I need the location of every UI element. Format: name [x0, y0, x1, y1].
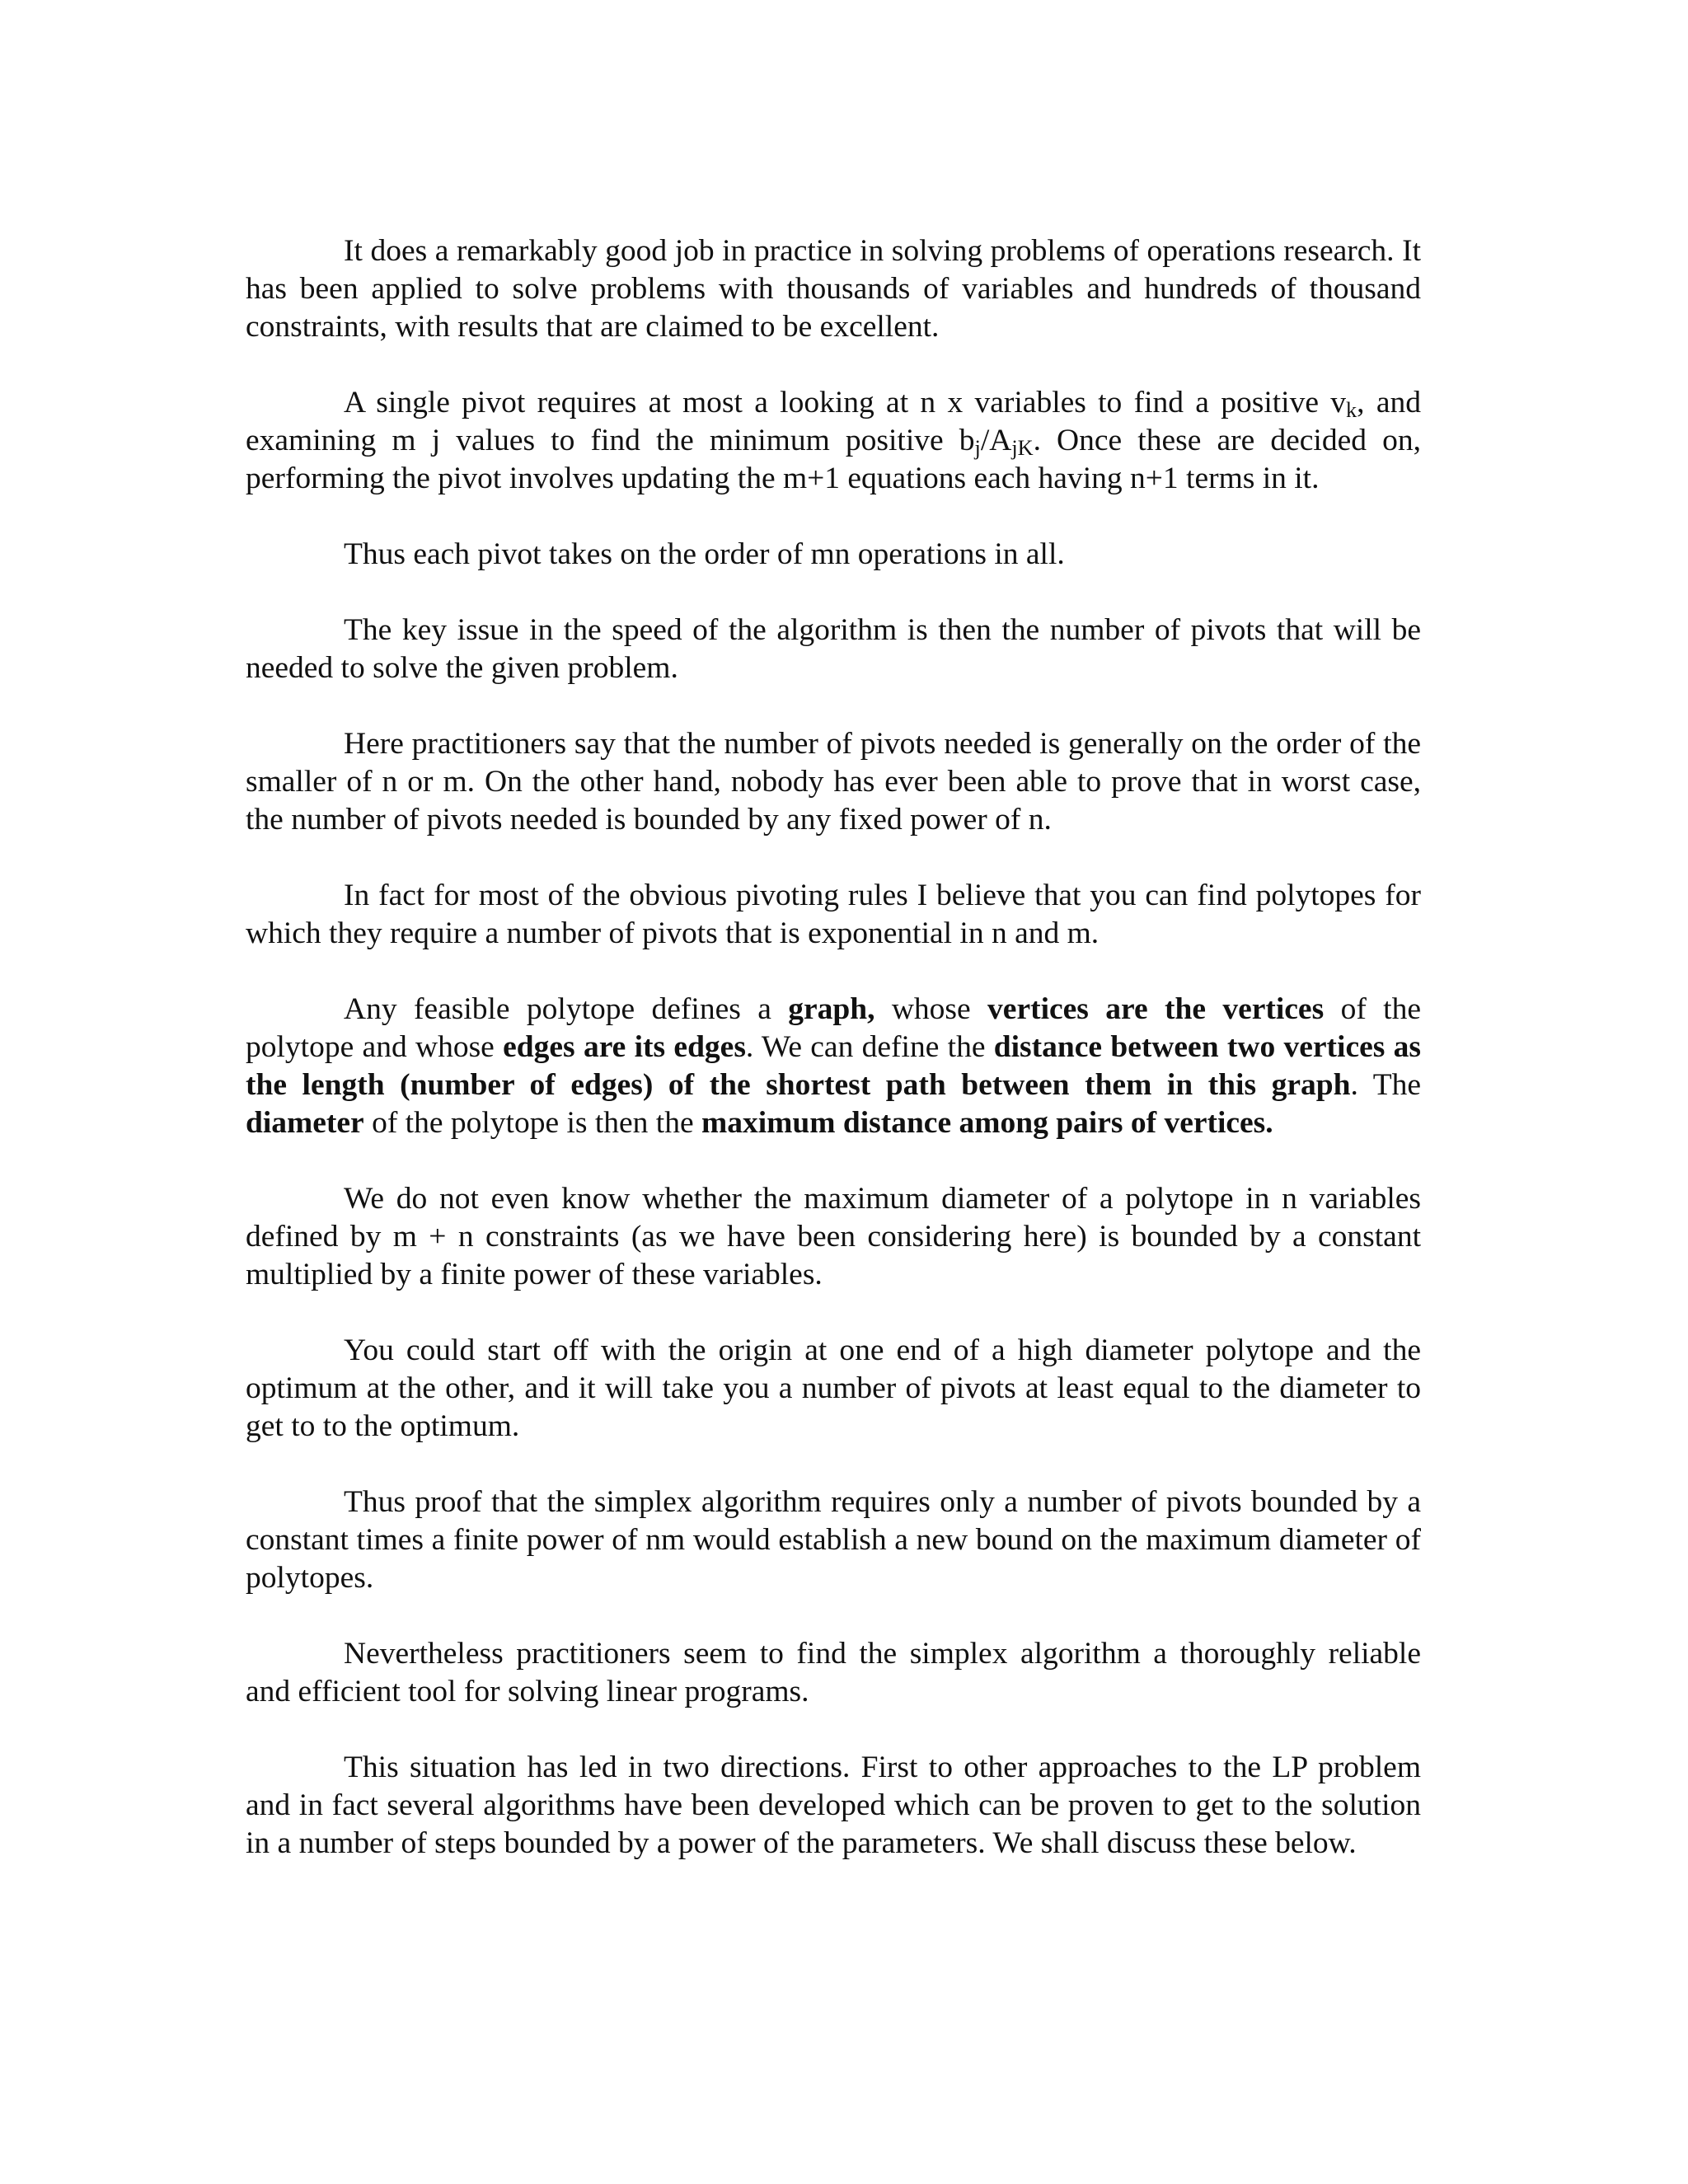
- text-segment: , and examining m j values to find the minimum positive b: [246, 386, 1421, 457]
- bold-term-diameter: diameter: [246, 1106, 364, 1140]
- paragraph-polytope-graph-definition: [246, 991, 1421, 1142]
- paragraph-two-directions: This situation has led in two directions. First to other approaches to the LP problem and in fact several algorithms have been developed which can be proven to get to the solution in a number of steps bounded by a power of the parameters. We shall discuss these below.: [246, 1750, 1421, 1860]
- paragraph-pivot-operations: Thus each pivot takes on the order of mn operations in all.: [344, 537, 1065, 571]
- text-segment: . Once these are decided on, performing the pivot involves updating the m+1 equations each having n+1 terms in it.: [246, 424, 1421, 495]
- subscript-k: k: [1346, 397, 1357, 422]
- paragraph-single-pivot-cost: [246, 384, 1421, 498]
- text-segment: . The: [1350, 1068, 1422, 1102]
- subscript-j: j: [974, 435, 981, 460]
- text-segment: /A: [980, 424, 1012, 457]
- bold-term-maximum-distance: maximum distance among pairs of vertices.: [701, 1106, 1273, 1140]
- paragraph-pivoting-rules: In fact for most of the obvious pivoting rules I believe that you can find polytopes for which they require a number of pivots that is exponential in n and m.: [246, 879, 1421, 950]
- bold-term-graph: graph,: [788, 992, 875, 1026]
- paragraph-key-issue: The key issue in the speed of the algorithm is then the number of pivots that will be needed to solve the given problem.: [246, 613, 1421, 685]
- paragraph-proof-implication: Thus proof that the simplex algorithm requires only a number of pivots bounded by a constant times a finite power of nm would establish a new bound on the maximum diameter of polytopes.: [246, 1485, 1421, 1595]
- paragraph-practice-performance: It does a remarkably good job in practice in solving problems of operations research. It has been applied to solve problems with thousands of variables and hundreds of thousand constraints, with results that are claimed to be excellent.: [246, 234, 1421, 344]
- bold-term-edges: edges are its edges: [503, 1030, 746, 1064]
- text-segment: . We can define the: [745, 1030, 994, 1064]
- paragraph-practitioners-order: Here practitioners say that the number of pivots needed is generally on the order of the smaller of n or m. On the other hand, nobody has ever been able to prove that in worst case, the number of pivots needed is bounded by any fixed power of n.: [246, 727, 1421, 837]
- text-segment: of the polytope is then the: [363, 1106, 701, 1140]
- paragraph-diameter-bound-unknown: We do not even know whether the maximum diameter of a polytope in n variables defined by m + n constraints (as we have been considering here) is bounded by a constant multiplied by a finite power of these variables.: [246, 1182, 1421, 1291]
- text-segment: Any feasible polytope defines a: [344, 992, 789, 1026]
- subscript-jk: jK: [1011, 435, 1034, 460]
- bold-term-distance: distance between two vertices as the length (number of edges) of the shortest path between them in this graph: [246, 1030, 1421, 1102]
- paragraph-practitioners-reliable: Nevertheless practitioners seem to find the simplex algorithm a thoroughly reliable and efficient tool for solving linear programs.: [246, 1637, 1421, 1708]
- paragraph-high-diameter-example: You could start off with the origin at one end of a high diameter polytope and the optimum at the other, and it will take you a number of pivots at least equal to the diameter to get to to the optimum.: [246, 1333, 1421, 1443]
- text-segment: A single pivot requires at most a looking at n x variables to find a positive v: [344, 386, 1347, 419]
- bold-term-vertices: vertices are the vertices: [987, 992, 1325, 1026]
- text-segment: of the polytope and whose: [246, 992, 1421, 1064]
- text-segment: whose: [874, 992, 988, 1026]
- document-page: [246, 232, 1421, 1863]
